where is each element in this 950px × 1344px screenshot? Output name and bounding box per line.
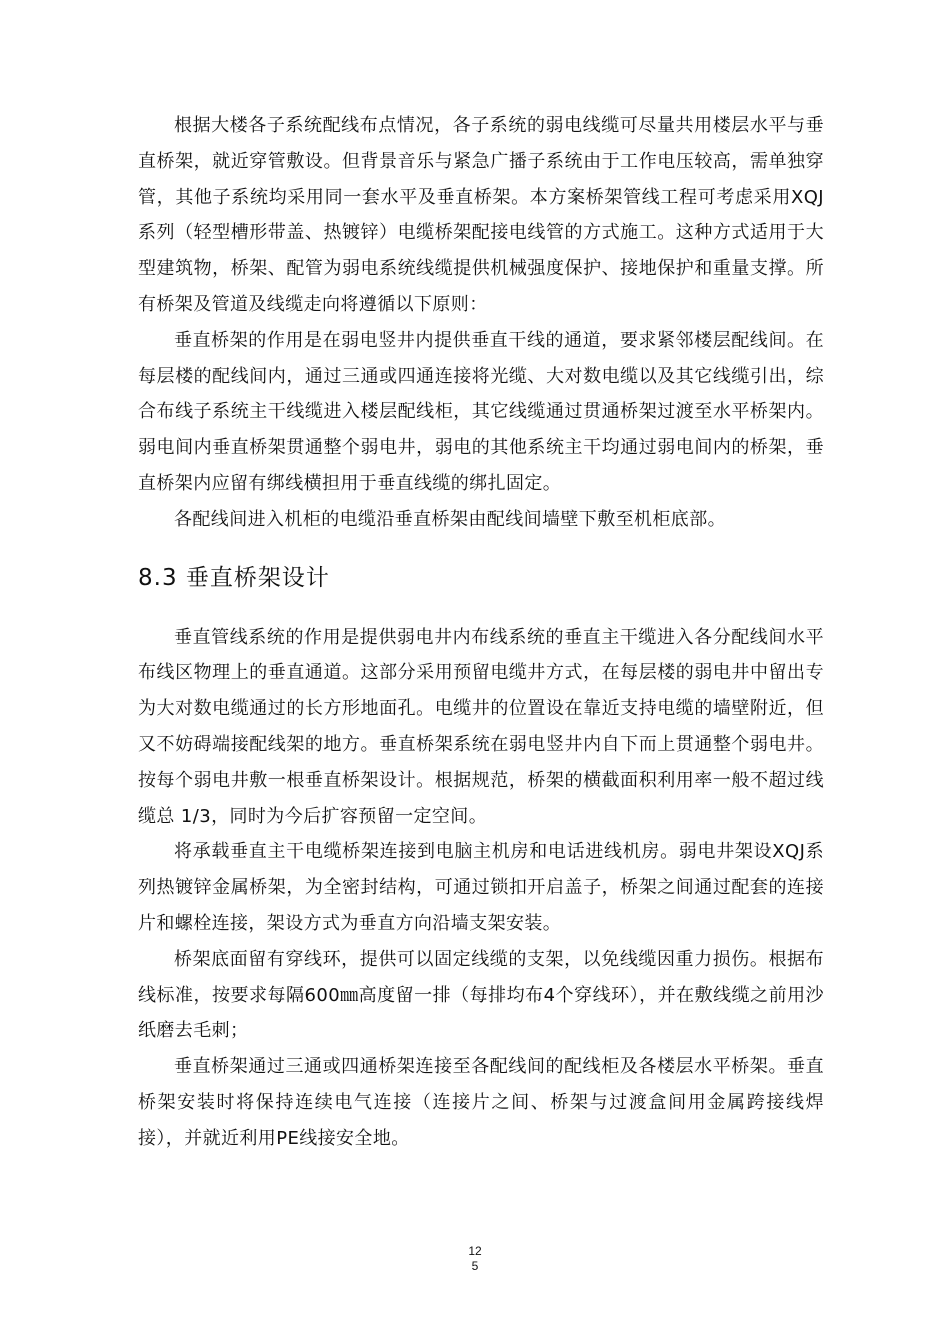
paragraph-electrical-continuity: 垂直桥架通过三通或四通桥架连接至各配线间的配线柜及各楼层水平桥架。垂直桥架安装时将保持连续电气连接（连接片之间、桥架与过渡盒间用金属跨接线焊接），并就近利用PE线接安全地。 bbox=[138, 1056, 824, 1149]
paragraph-cabling-principles: 根据大楼各子系统配线布点情况，各子系统的弱电线缆可尽量共用楼层水平与垂直桥架，就近穿管敷设。但背景音乐与紧急广播子系统由于工作电压较高，需单独穿管，其他子系统均采用同一套水平及垂直桥架。本方案桥架管线工程可考虑采用XQJ系列（轻型槽形带盖、热镀锌）电缆桥架配接电线管的方式施工。这种方式适用于大型建筑物，桥架、配管为弱电系统线缆提供机械强度保护、接地保护和重量支撑。所有桥架及管道及线缆走向将遵循以下原则： bbox=[138, 115, 824, 315]
paragraph-main-cable-tray-connection: 将承载垂直主干电缆桥架连接到电脑主机房和电话进线机房。弱电井架设XQJ系列热镀锌金属桥架，为全密封结构，可通过锁扣开启盖子，桥架之间通过配套的连接片和螺栓连接，架设方式为垂直方向沿墙支架安装。 bbox=[138, 841, 824, 934]
page-number: 125 bbox=[468, 1244, 482, 1273]
paragraph-threading-rings: 桥架底面留有穿线环，提供可以固定线缆的支架，以免线缆因重力损伤。根据布线标准，按要求每隔600㎜高度留一排（每排均布4个穿线环），并在敷线缆之前用沙纸磨去毛刺； bbox=[138, 948, 824, 1042]
section-heading: 8.3 垂直桥架设计 bbox=[138, 564, 330, 591]
paragraph-vertical-tray-function: 垂直桥架的作用是在弱电竖井内提供垂直干线的通道，要求紧邻楼层配线间。在每层楼的配线间内，通过三通或四通连接将光缆、大对数电缆以及其它线缆引出，综合布线子系统主干线缆进入楼层配线柜，其它线缆通过贯通桥架过渡至水平桥架内。弱电间内垂直桥架贯通整个弱电井，弱电的其他系统主干均通过弱电间内的桥架，垂直桥架内应留有绑线横担用于垂直线缆的绑扎固定。 bbox=[138, 329, 824, 494]
paragraph-vertical-pipeline-system: 垂直管线系统的作用是提供弱电井内布线系统的垂直主干缆进入各分配线间水平布线区物理上的垂直通道。这部分采用预留电缆井方式，在每层楼的弱电井中留出专为大对数电缆通过的长方形地面孔。电缆井的位置设在靠近支持电缆的墙壁附近，但又不妨碍端接配线架的地方。垂直桥架系统在弱电竖井内自下而上贯通整个弱电井。按每个弱电井敷一根垂直桥架设计。根据规范，桥架的横截面积利用率一般不超过线缆总 1/3，同时为今后扩容预留一定空间。 bbox=[138, 626, 824, 827]
document-body bbox=[138, 108, 824, 1157]
paragraph-cabinet-cable-routing: 各配线间进入机柜的电缆沿垂直桥架由配线间墙壁下敷至机柜底部。 bbox=[174, 508, 726, 530]
